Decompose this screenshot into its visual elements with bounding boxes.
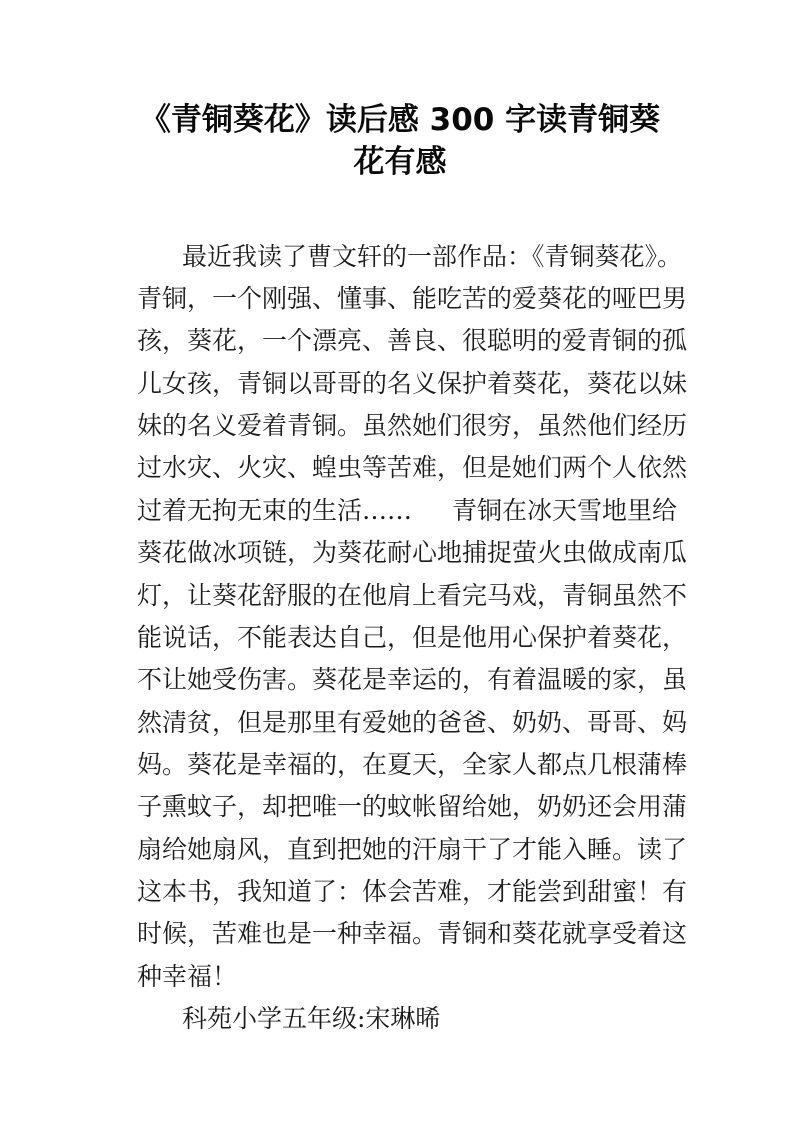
paragraph-line: 灯，让葵花舒服的在他肩上看完马戏，青铜虽然不	[137, 581, 688, 610]
paragraph-line: 妹的名义爱着青铜。虽然她们很穷，虽然他们经历	[137, 411, 688, 440]
paragraph-line: 妈。葵花是幸福的，在夏天，全家人都点几根蒲棒	[137, 750, 688, 779]
paragraph-line: 孩，葵花，一个漂亮、善良、很聪明的爱青铜的孤	[137, 326, 688, 355]
paragraph-line: 子熏蚊子，却把唯一的蚊帐留给她，奶奶还会用蒲	[137, 792, 688, 821]
paragraph-line: 能说话，不能表达自己，但是他用心保护着葵花，	[137, 623, 688, 652]
paragraph-line-part-2: 青铜在冰天雪地里给	[451, 496, 677, 525]
paragraph-line: 最近我读了曹文轩的一部作品：《青铜葵花》。	[182, 242, 683, 271]
paragraph-line-part-1: 过着无拘无束的生活……	[137, 496, 413, 525]
paragraph-line: 不让她受伤害。葵花是幸运的，有着温暖的家，虽	[137, 665, 688, 694]
paragraph-line: 然清贫，但是那里有爱她的爸爸、奶奶、哥哥、妈	[137, 708, 688, 737]
paragraph-line: 扇给她扇风，直到把她的汗扇干了才能入睡。读了	[137, 835, 688, 864]
author-signature: 科苑小学五年级:宋琳晞	[182, 1004, 441, 1033]
document-title-line-2: 花有感	[353, 144, 447, 180]
paragraph-line-last: 种幸福！	[137, 962, 238, 991]
paragraph-line: 这本书，我知道了：体会苦难，才能尝到甜蜜！有	[137, 877, 688, 906]
document-title-line-1: 《青铜葵花》读后感 300 字读青铜葵	[139, 102, 661, 138]
paragraph-line: 过水灾、火灾、蝗虫等苦难，但是她们两个人依然	[137, 453, 688, 482]
paragraph-line: 儿女孩，青铜以哥哥的名义保护着葵花，葵花以妹	[137, 369, 688, 398]
paragraph-line: 青铜，一个刚强、懂事、能吃苦的爱葵花的哑巴男	[137, 284, 688, 313]
paragraph-line: 葵花做冰项链，为葵花耐心地捕捉萤火虫做成南瓜	[137, 538, 688, 567]
paragraph-line: 时候，苦难也是一种幸福。青铜和葵花就享受着这	[137, 919, 688, 948]
